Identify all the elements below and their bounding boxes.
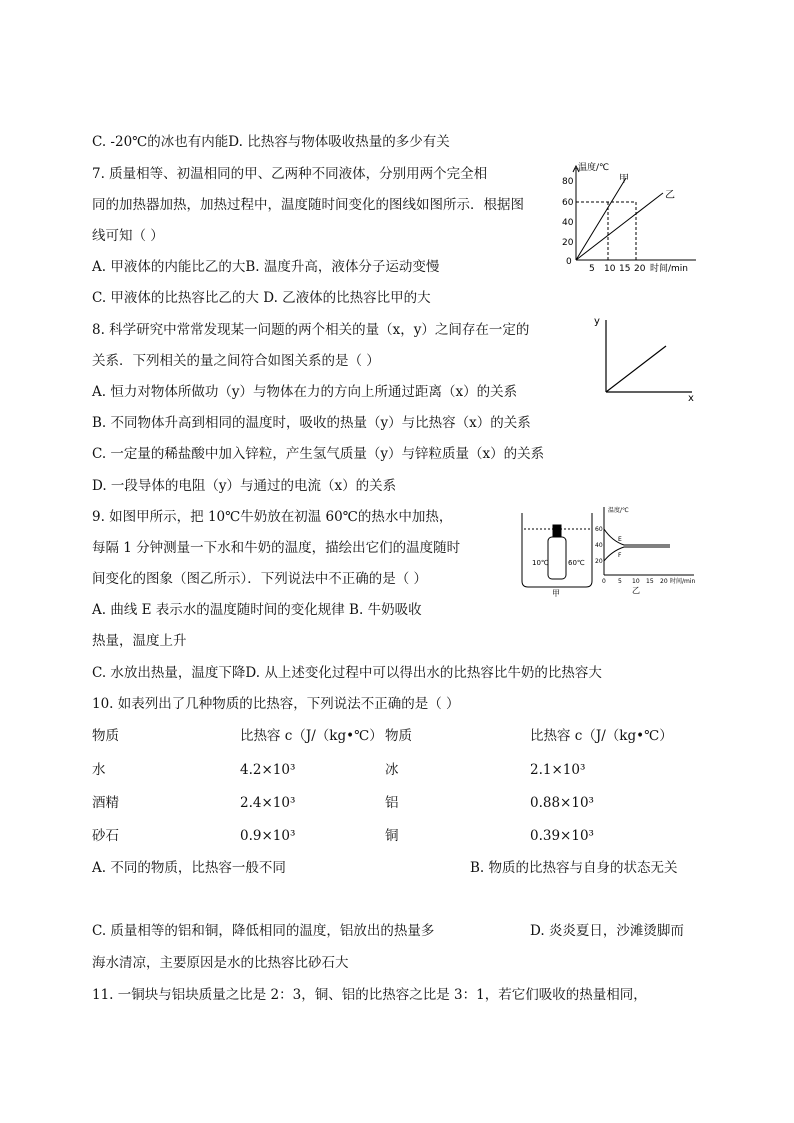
- q8-y-axis-label: y: [594, 316, 600, 327]
- q8-stem-line-1: 8. 科学研究中常常发现某一问题的两个相关的量（x，y）之间存在一定的: [92, 322, 530, 338]
- q7-xtick: 15: [619, 264, 631, 274]
- table-header-substance-1: 物质: [92, 728, 119, 744]
- q9-xtick: 20: [660, 578, 668, 585]
- q9-ytick: 60: [595, 526, 603, 533]
- q10-stem: 10. 如表列出了几种物质的比热容，下列说法不正确的是（ ）: [92, 696, 460, 712]
- q10-option-d: D. 炎炎夏日，沙滩烫脚而: [530, 923, 684, 939]
- q9-curve-e-label: E: [618, 536, 622, 543]
- q7-series-yi-label: 乙: [665, 190, 675, 201]
- table-cell: 2.1×10³: [530, 762, 586, 778]
- table-header-specific-heat-2: 比热容 c（J/（kg•℃）: [530, 728, 673, 744]
- q9-xtick: 5: [618, 578, 622, 585]
- table-header-specific-heat-1: 比热容 c（J/（kg•℃）: [240, 728, 383, 744]
- q9-xtick: 15: [646, 578, 654, 585]
- q9-option-ab-cont: 热量，温度上升: [92, 633, 187, 649]
- q9-ytick: 40: [595, 542, 603, 549]
- q9-caption-yi: 乙: [632, 586, 640, 595]
- q8-x-axis-label: x: [688, 393, 694, 402]
- q7-ytick: 20: [562, 238, 574, 248]
- q7-ytick: 80: [562, 177, 574, 187]
- q7-temperature-time-graph: [556, 160, 706, 275]
- table-cell: 砂石: [92, 828, 119, 844]
- q8-linear-xy-graph: [592, 312, 702, 402]
- q9-stem-line-1: 9. 如图甲所示，把 10℃牛奶放在初温 60℃的热水中加热，: [92, 509, 453, 525]
- q7-option-ab: A. 甲液体的内能比乙的大B. 温度升高，液体分子运动变慢: [92, 259, 440, 275]
- q9-xtick: 0: [602, 578, 606, 585]
- q9-option-ab: A. 曲线 E 表示水的温度随时间的变化规律 B. 牛奶吸收: [92, 602, 422, 618]
- q9-x-axis-label: 时间/min: [670, 578, 696, 585]
- q9-beaker-figure: [516, 505, 598, 597]
- q7-xtick: 10: [604, 264, 616, 274]
- q10-option-b: B. 物质的比热容与自身的状态无关: [470, 860, 678, 876]
- q7-stem-line-3: 线可知（ ）: [92, 228, 164, 244]
- q7-x-axis-label: 时间/min: [650, 264, 689, 274]
- q8-option-b: B. 不同物体升高到相同的温度时，吸收的热量（y）与比热容（x）的关系: [92, 415, 531, 431]
- q7-ytick: 0: [566, 257, 572, 267]
- q7-y-axis-label: 温度/℃: [578, 163, 610, 173]
- q9-water-temperature: 60℃: [568, 559, 585, 567]
- q8-option-a: A. 恒力对物体所做功（y）与物体在力的方向上所通过距离（x）的关系: [92, 384, 518, 400]
- q10-option-c: C. 质量相等的铝和铜，降低相同的温度，铝放出的热量多: [92, 923, 435, 939]
- q9-option-cd: C. 水放出热量，温度下降D. 从上述变化过程中可以得出水的比热容比牛奶的比热容大: [92, 665, 602, 681]
- table-cell: 4.2×10³: [240, 762, 296, 778]
- q7-xtick: 5: [589, 264, 595, 274]
- q9-caption-jia: 甲: [552, 589, 560, 597]
- q9-xtick: 10: [632, 578, 640, 585]
- q9-stem-line-3: 间变化的图象（图乙所示）．下列说法中不正确的是（ ）: [92, 571, 428, 587]
- q8-option-d: D. 一段导体的电阻（y）与通过的电流（x）的关系: [92, 478, 397, 494]
- table-cell: 酒精: [92, 795, 119, 811]
- table-cell: 冰: [385, 762, 399, 778]
- table-cell: 2.4×10³: [240, 795, 296, 811]
- q7-stem-line-2: 同的加热器加热，加热过程中，温度随时间变化的图线如图所示．根据图: [92, 197, 524, 213]
- q9-milk-temperature: 10℃: [532, 559, 549, 567]
- q9-stem-line-2: 每隔 1 分钟测量一下水和牛奶的温度，描绘出它们的温度随时: [92, 540, 461, 556]
- q10-option-d-cont: 海水清凉，主要原因是水的比热容比砂石大: [92, 955, 349, 971]
- q7-series-jia-label: 甲: [619, 174, 629, 185]
- q9-ytick: 20: [595, 558, 603, 565]
- q9-curve-f-label: F: [618, 552, 622, 559]
- q8-stem-line-2: 关系．下列相关的量之间符合如图关系的是（ ）: [92, 353, 380, 369]
- table-cell: 0.9×10³: [240, 828, 296, 844]
- q7-stem-line-1: 7. 质量相等、初温相同的甲、乙两种不同液体，分别用两个完全相: [92, 166, 488, 182]
- table-cell: 铝: [385, 795, 399, 811]
- table-cell: 铜: [385, 828, 399, 844]
- q10-option-a: A. 不同的物质，比热容一般不同: [92, 860, 286, 876]
- q7-ytick: 60: [562, 198, 574, 208]
- q7-xtick: 20: [634, 264, 646, 274]
- q6-option-cd: C. -20℃的冰也有内能D. 比热容与物体吸收热量的多少有关: [92, 134, 450, 150]
- table-cell: 0.39×10³: [530, 828, 594, 844]
- q7-option-cd: C. 甲液体的比热容比乙的大 D. 乙液体的比热容比甲的大: [92, 290, 431, 306]
- table-header-substance-2: 物质: [385, 728, 412, 744]
- q7-ytick: 40: [562, 218, 574, 228]
- q9-temperature-curve-graph: [594, 503, 698, 595]
- table-cell: 0.88×10³: [530, 795, 594, 811]
- q11-stem: 11. 一铜块与铝块质量之比是 2：3，铜、铝的比热容之比是 3：1，若它们吸收的热量相同，: [92, 987, 647, 1003]
- q8-option-c: C. 一定量的稀盐酸中加入锌粒，产生氢气质量（y）与锌粒质量（x）的关系: [92, 446, 545, 462]
- table-cell: 水: [92, 762, 106, 778]
- q9-y-axis-label: 温度/℃: [608, 507, 629, 514]
